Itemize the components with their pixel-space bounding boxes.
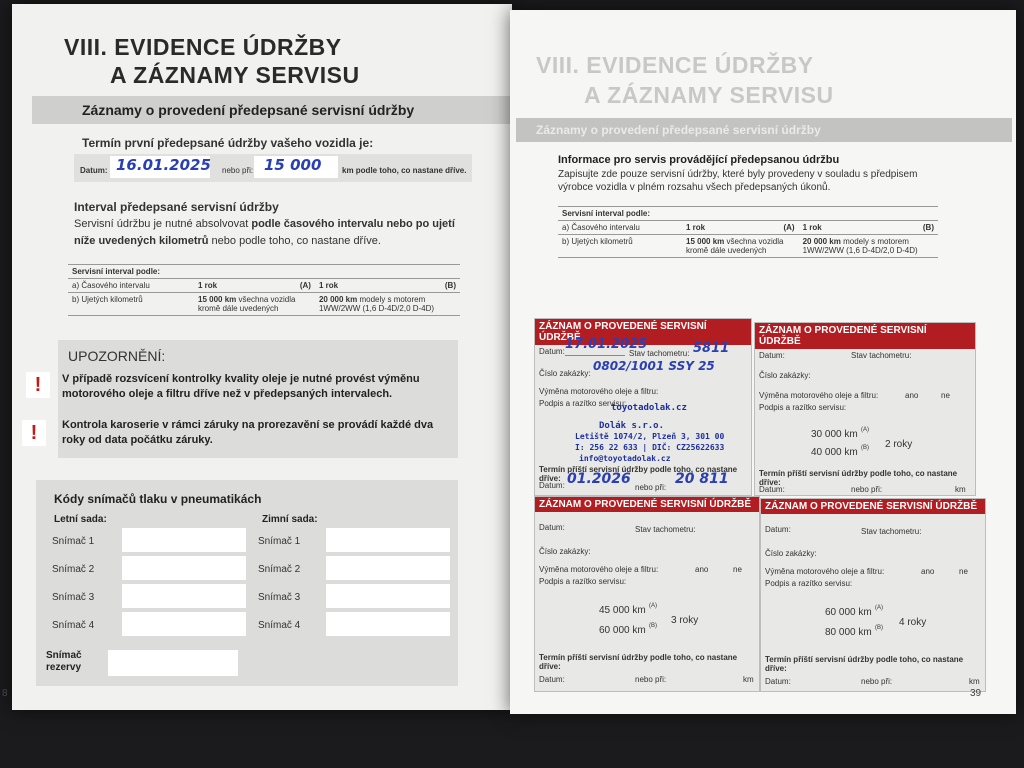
sensor-label: Snímač 2 <box>52 564 95 575</box>
page-title: VIII. EVIDENCE ÚDRŽBY <box>536 52 814 78</box>
table-header: Servisní interval podle: <box>68 265 460 279</box>
sensor-label: Snímač 1 <box>52 536 95 547</box>
km-suffix: km podle toho, co nastane dříve. <box>342 166 467 175</box>
interval-text-2: nebo podle toho, co nastane dříve. <box>211 235 381 247</box>
first-service-row <box>74 154 472 182</box>
spare-label: Snímač rezervy <box>46 650 82 673</box>
info-heading: Informace pro servis provádějící předepsanou údržbu <box>558 154 840 166</box>
sensor-field[interactable] <box>122 528 246 552</box>
interval-text-1: Servisní údržbu je nutné absolvovat <box>74 218 249 230</box>
datum-label: Datum: <box>80 166 108 175</box>
or-at-label: nebo při: <box>222 166 254 175</box>
service-record: ZÁZNAM O PROVEDENÉ SERVISNÍ ÚDRŽBĚ Datum: Stav tachometru: Číslo zakázky: Výměna motorového oleje a filtru: ano ne Podpis a razítko servisu: 30 000 km (A) 40 000 km (B) 2 roky Termín příští servisní údržby podle toho, co nastane dříve: Datum: nebo při: km <box>754 322 976 496</box>
datum-value: 16.01.2025 <box>116 156 211 174</box>
sensor-label: Snímač 2 <box>258 564 301 575</box>
left-page <box>2 4 512 710</box>
service-record: ZÁZNAM O PROVEDENÉ SERVISNÍ ÚDRŽBĚ Datum: Stav tachometru: Číslo zakázky: Výměna motorového oleje a filtru: ano ne Podpis a razítko servisu: 45 000 km (A) 60 000 km (B) 3 roky Termín příští servisní údržby podle toho, co nastane dříve: Datum: nebo při: km <box>534 496 760 692</box>
warning-text-2: Kontrola karoserie v rámci záruky na prorezavění se provádí každé dva roky od data počátku záruky. <box>62 419 434 446</box>
winter-label: Zimní sada: <box>262 514 318 525</box>
sensor-field[interactable] <box>326 528 450 552</box>
page-title-line2: A ZÁZNAMY SERVISU <box>110 62 360 88</box>
page-number: 8 <box>2 688 8 699</box>
next-date: 01.2026 <box>567 471 631 487</box>
record-order: 0802/1001 SSY 25 <box>593 359 715 373</box>
section-band-label: Záznamy o provedení předepsané servisní údržby <box>82 102 415 118</box>
table-row: b) Ujetých kilometrů 15 000 km všechna vozidla kromě dále uvedených 20 000 km modely s motorem 1WW/2WW (1,6 D-4D/2,0 D-4D) <box>558 235 938 258</box>
sensor-label: Snímač 4 <box>52 620 95 631</box>
sensor-field[interactable] <box>122 584 246 608</box>
page-title: VIII. EVIDENCE ÚDRŽBY <box>64 34 342 60</box>
service-stamp: toyotadolak.cz Dolák s.r.o. Letiště 1074/2, Plzeň 3, 301 00 I: 256 22 633 | DIČ: CZ25622633 info@toyotadolak.cz <box>575 403 725 463</box>
table-header: Servisní interval podle: <box>558 207 938 221</box>
section-band-label: Záznamy o provedení předepsané servisní údržby <box>536 123 821 137</box>
sensor-label: Snímač 3 <box>52 592 95 603</box>
interval-text-bold: podle časového intervalu nebo po ujetí níže uvedených kilometrů <box>74 218 455 247</box>
section-band <box>32 96 512 124</box>
interval-table <box>68 264 460 316</box>
tpms-box <box>36 480 458 686</box>
record-odometer: 5811 <box>693 341 730 356</box>
service-record: ZÁZNAM O PROVEDENÉ SERVISNÍ ÚDRŽBĚ Datum: Stav tachometru: Číslo zakázky: Výměna motorového oleje a filtru: ano ne Podpis a razítko servisu: 60 000 km (A) 80 000 km (B) 4 roky Termín příští servisní údržby podle toho, co nastane dříve: Datum: nebo při: km <box>760 498 986 692</box>
exclamation-icon: ! <box>22 420 46 446</box>
first-service-label: Termín první předepsané údržby vašeho vozidla je: <box>82 136 374 150</box>
sensor-label: Snímač 3 <box>258 592 301 603</box>
warning-text-1: V případě rozsvícení kontrolky kvality oleje je nutné provést výměnu motorového oleje a filtru dříve než v předepsaných intervalech. <box>62 373 420 400</box>
km-value: 15 000 <box>264 156 322 174</box>
interval-table <box>558 206 938 258</box>
warning-title: UPOZORNĚNÍ: <box>68 348 166 364</box>
info-text: Zapisujte zde pouze servisní údržby, které byly provedeny v souladu s předpisem výrobce vozidla v plném rozsahu všech předepsaných úkonů. <box>558 169 918 193</box>
interval-heading: Interval předepsané servisní údržby <box>74 200 279 214</box>
table-row: a) Časového intervalu 1 rok (A) 1 rok (B) <box>558 221 938 235</box>
sensor-field[interactable] <box>326 556 450 580</box>
summer-label: Letní sada: <box>54 514 107 525</box>
table-row: b) Ujetých kilometrů 15 000 km všechna vozidla kromě dále uvedených 20 000 km modely s motorem 1WW/2WW (1,6 D-4D/2,0 D-4D) <box>68 293 460 316</box>
interval-text <box>74 216 474 250</box>
tpms-title: Kódy snímačů tlaku v pneumatikách <box>54 492 262 506</box>
exclamation-icon: ! <box>26 372 50 398</box>
service-record: ZÁZNAM O PROVEDENÉ SERVISNÍ ÚDRŽBĚ Datum: 17.01.2025 Stav tachometru: 5811 Číslo zakázky: 0802/1001 SSY 25 Výměna motorového oleje a filtru: Podpis a razítko servisu: toyotadolak.cz Dolák s.r.o. Letiště 1074/2, Plzeň 3, 301 00 I: 256 22 633 | DIČ: CZ25622633 info@toyotadolak.cz Termín příští servisní údržby podle toho, co nastane dříve: Datum: 01.2026 nebo při: 20 811 <box>534 318 752 496</box>
next-km: 20 811 <box>675 471 729 487</box>
sensor-field[interactable] <box>326 612 450 636</box>
page-title-line2: A ZÁZNAMY SERVISU <box>584 82 834 108</box>
section-band <box>516 118 1012 142</box>
table-row: a) Časového intervalu 1 rok (A) 1 rok (B) <box>68 279 460 293</box>
right-page <box>510 10 1016 714</box>
sensor-field[interactable] <box>122 556 246 580</box>
page-number: 39 <box>970 688 982 699</box>
spare-sensor-field[interactable] <box>108 650 238 676</box>
record-date: 17.01.2025 <box>565 337 648 352</box>
record-title: ZÁZNAM O PROVEDENÉ SERVISNÍ ÚDRŽBĚ <box>535 319 751 345</box>
sensor-field[interactable] <box>122 612 246 636</box>
sensor-field[interactable] <box>326 584 450 608</box>
warning-box <box>58 340 458 458</box>
sensor-label: Snímač 4 <box>258 620 301 631</box>
sensor-label: Snímač 1 <box>258 536 301 547</box>
